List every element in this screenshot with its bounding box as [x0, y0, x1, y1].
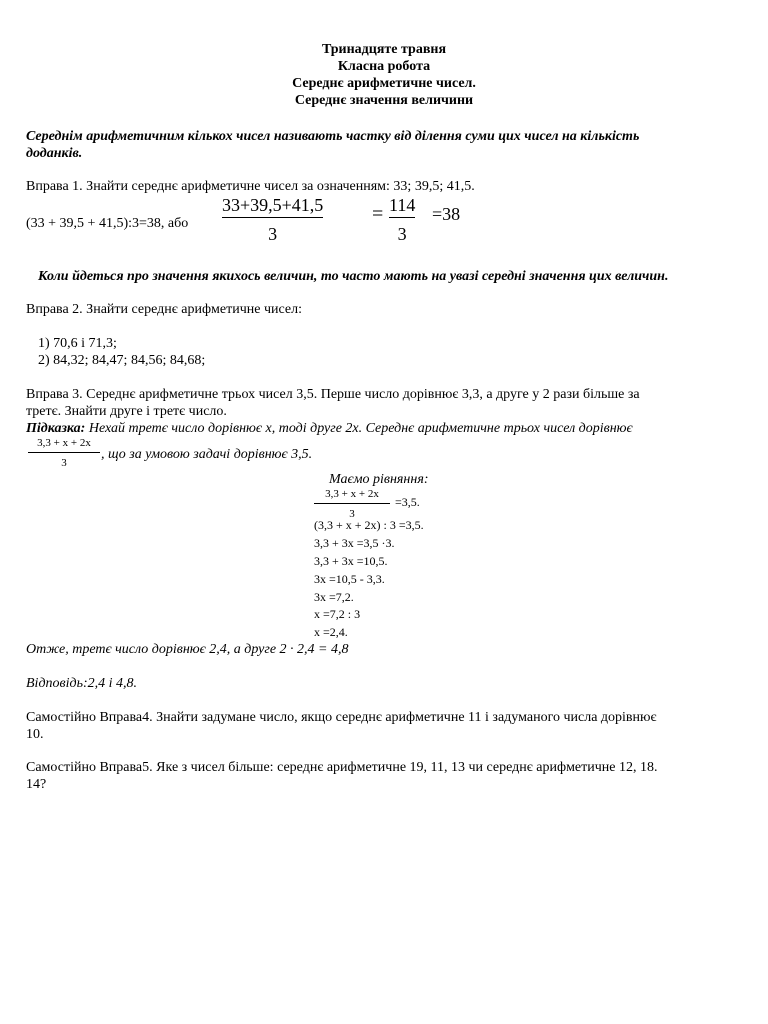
exercise-4-line-1: Самостійно Вправа4. Знайти задумане число, якщо середнє арифметичне 11 і задуманого числа дорівнює — [26, 710, 657, 725]
hint-text: Нехай третє число дорівнює x, тоді друге 2x. Середнє арифметичне трьох чисел дорівнює — [85, 421, 633, 436]
exercise-3-line-1: Вправа 3. Середнє арифметичне трьох чисел 3,5. Перше число дорівнює 3,3, а друге у 2 рази більше за — [26, 387, 640, 402]
exercise-4-line-2: 10. — [26, 727, 44, 742]
have-equation: Маємо рівняння: — [329, 472, 429, 487]
solution-step-7: x =2,4. — [314, 625, 348, 639]
definition-line-2: доданків. — [26, 146, 83, 161]
solution-step-1: (3,3 + x + 2x) : 3 =3,5. — [314, 518, 424, 532]
classwork-heading: Класна робота — [337, 59, 431, 74]
exercise-3-answer: Відповідь:2,4 і 4,8. — [26, 676, 137, 691]
hint-label: Підказка: — [26, 421, 86, 436]
fraction-denominator: 3 — [268, 224, 278, 244]
exercise-5-line-1: Самостійно Вправа5. Яке з чисел більше: середнє арифметичне 19, 11, 13 чи середнє арифметичне 12, 18. — [26, 760, 658, 775]
equals-sign: = — [372, 203, 384, 225]
solution-step-6: x =7,2 : 3 — [314, 607, 361, 621]
fraction-numerator: 3,3 + x + 2x — [37, 437, 91, 449]
exercise-1-task: Вправа 1. Знайти середнє арифметичне чисел за означенням: 33; 39,5; 41,5. — [26, 179, 475, 194]
solution-step-5: 3x =7,2. — [314, 590, 354, 604]
solution-step-3: 3,3 + 3x =10,5. — [314, 554, 388, 568]
fraction-numerator: 33+39,5+41,5 — [222, 195, 324, 215]
solution-step-4: 3x =10,5 - 3,3. — [314, 572, 385, 586]
fraction-bar — [28, 452, 100, 453]
fraction-numerator: 114 — [389, 195, 416, 215]
fraction-denominator: 3 — [349, 508, 355, 520]
exercise-3-line-2: третє. Знайти друге і третє число. — [26, 404, 227, 419]
solution-fraction-tail: =3,5. — [395, 495, 420, 509]
exercise-1-fraction-2 — [389, 194, 415, 245]
fraction-bar — [222, 217, 323, 218]
exercise-5-line-2: 14? — [26, 777, 47, 792]
fraction-bar — [314, 503, 390, 504]
average-note: Коли йдеться про значення якихось величин, то часто мають на увазі середні значення цих величин. — [38, 269, 669, 284]
exercise-2-item-2: 2) 84,32; 84,47; 84,56; 84,68; — [38, 353, 206, 368]
date-heading: Тринадцяте травня — [321, 42, 447, 57]
exercise-2-item-1: 1) 70,6 і 71,3; — [38, 336, 117, 351]
exercise-1-result: =38 — [432, 204, 461, 224]
hint-fraction — [28, 437, 100, 470]
fraction-bar — [389, 217, 415, 218]
exercise-1-calc: (33 + 39,5 + 41,5):3=38, або — [26, 216, 189, 231]
fraction-denominator: 3 — [61, 457, 67, 469]
topic-heading-1: Середнє арифметичне чисел. — [292, 76, 476, 91]
exercise-2-task: Вправа 2. Знайти середнє арифметичне чисел: — [26, 302, 302, 317]
solution-step-2: 3,3 + 3x =3,5 ·3. — [314, 536, 395, 550]
fraction-numerator: 3,3 + x + 2x — [325, 488, 379, 500]
hint-tail: , що за умовою задачі дорівнює 3,5. — [101, 447, 313, 462]
topic-heading-2: Середнє значення величини — [294, 93, 474, 108]
exercise-3-conclusion: Отже, третє число дорівнює 2,4, а друге 2 · 2,4 = 4,8 — [26, 642, 349, 657]
fraction-denominator: 3 — [397, 224, 407, 244]
exercise-3-hint — [26, 420, 633, 437]
exercise-1-fraction-1 — [222, 194, 323, 245]
solution-fraction — [314, 488, 390, 521]
definition-line-1: Середнім арифметичним кількох чисел називають частку від ділення суми цих чисел на кількість — [26, 129, 640, 144]
